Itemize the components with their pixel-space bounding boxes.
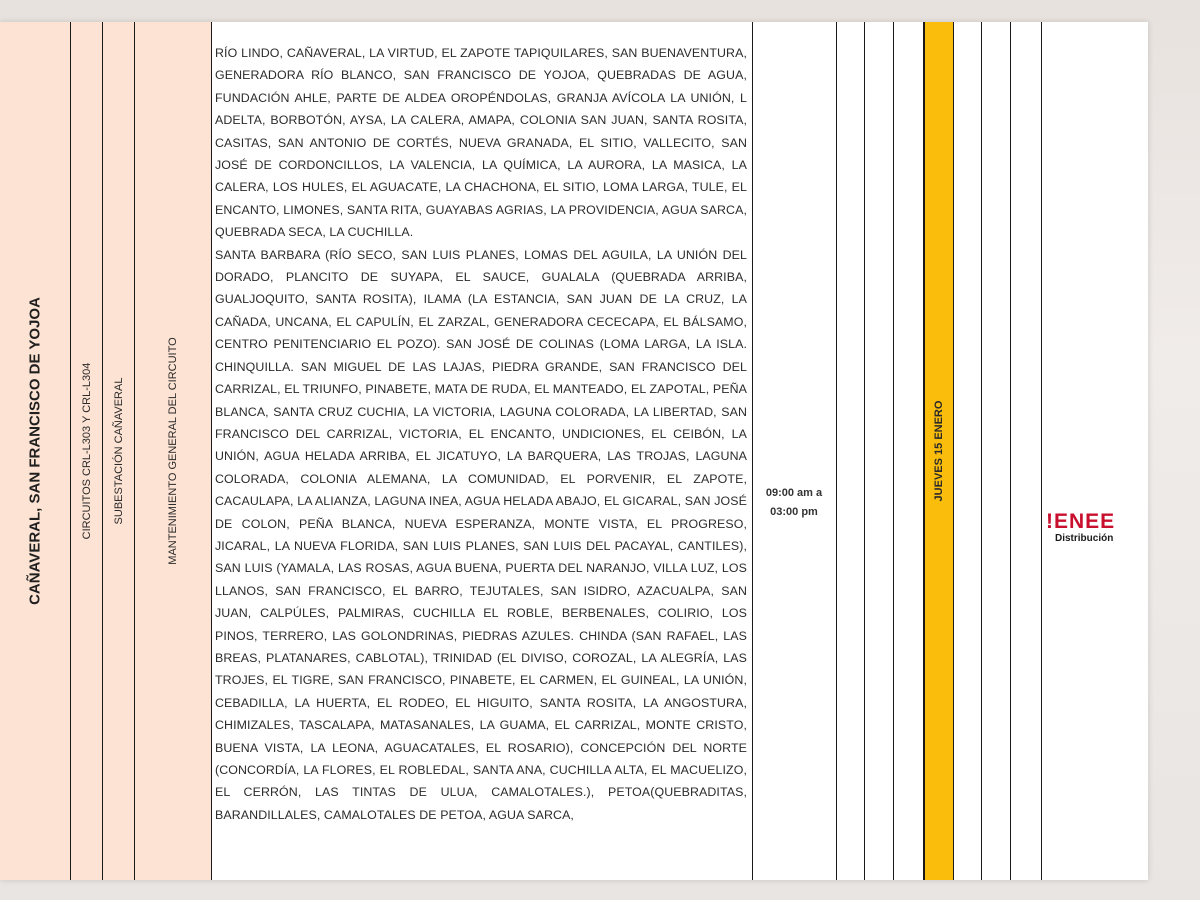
empty-cell-1: [837, 22, 865, 880]
time-cell: [753, 22, 837, 880]
circuits-cell: [71, 22, 103, 880]
region-cell: [0, 22, 71, 880]
work-cell: [135, 22, 212, 880]
empty-cell-2: [865, 22, 894, 880]
circuits-label: CIRCUITOS CRL-L303 Y CRL-L304: [80, 362, 93, 540]
time-end: 03:00 pm: [770, 506, 818, 518]
region-label: CAÑAVERAL, SAN FRANCISCO DE YOJOA: [26, 297, 44, 605]
enee-logo-text: ENEE: [1054, 510, 1116, 533]
empty-cell-6: [1011, 22, 1042, 880]
substation-cell: [103, 22, 135, 880]
date-label: JUEVES 15 ENERO: [933, 400, 945, 502]
time-start: 09:00 am a: [765, 487, 823, 499]
empty-cell-5: [982, 22, 1011, 880]
enee-logo-subtitle: Distribución: [1055, 533, 1114, 544]
logo-cell: [1042, 22, 1148, 880]
substation-label: SUBESTACIÓN CAÑAVERAL: [112, 377, 125, 525]
work-label: MANTENIMIENTO GENERAL DEL CIRCUITO: [167, 337, 179, 565]
affected-areas: [215, 42, 747, 826]
enee-logo-mark: !ENEE: [1046, 510, 1116, 533]
empty-cell-4: [954, 22, 982, 880]
areas-paragraph-2: SANTA BARBARA (RÍO SECO, SAN LUIS PLANES, LOMAS DEL AGUILA, LA UNIÓN DEL DORADO, PLANCITO DE SUYAPA, EL SAUCE, GUALALA (QUEBRADA ARRIBA, GUALJOQUITO, SANTA ROSITA), ILAMA (LA ESTANCIA, SAN JUAN DE LA CRUZ, LA CAÑADA, UNCANA, EL CAPULÍN, EL ZARZAL, GENERADORA CECECAPA, EL BÁLSAMO, CENTRO PENITENCIARIO EL POZO). SAN JOSÉ DE COLINAS (LOMA LARGA, LA ISLA. CHINQUILLA. SAN MIGUEL DE LAS LAJAS, PIEDRA GRANDE, SAN FRANCISCO DEL CARRIZAL, EL TRIUNFO, PINABETE, MATA DE RUDA, EL MANTEADO, EL ZAPOTAL, PEÑA BLANCA, SANTA CRUZ CUCHIA, LA VICTORIA, LAGUNA COLORADA, LA LIBERTAD, SAN FRANCISCO DEL CARRIZAL, VICTORIA, EL ENCANTO, UNDICIONES, EL CEIBÓN, LA UNIÓN, AGUA HELADA ARRIBA, EL JICATUYO, LA BARQUERA, LAS TROJAS, LAGUNA COLORADA, COLONIA ALEMANA, LA COMUNIDAD, EL PORVENIR, EL ZAPOTE, CACAULAPA, LA ALIANZA, LAGUNA INEA, AGUA HELADA ABAJO, EL GICARAL, SAN JOSÉ DE COLON, PEÑA BLANCA, NUEVA ESPERANZA, MONTE VISTA, EL PROGRESO, JICARAL, LA NUEVA FLORIDA, SAN LUIS PLANES, SAN LUIS DEL PACAYAL, CANTILES), SAN LUIS (YAMALA, LAS ROSAS, AGUA BUENA, PUERTA DEL NARANJO, VILLA LUZ, LOS LLANOS, SAN FRANCISCO, EL BARRO, TEJUTALES, SAN ISIDRO, AZACUALPA, SAN JUAN, CALPÚLES, PALMIRAS, CUCHILLA EL ROBLE, BERBENALES, COLIRIO, LOS PINOS, TERRERO, LAS GOLONDRINAS, PIEDRAS AZULES. CHINDA (SAN RAFAEL, LAS BREAS, PLATANARES, CABLOTAL), TRINIDAD (EL DIVISO, COROZAL, LA ALEGRÍA, LAS TROJES, EL TIGRE, SAN FRANCISCO, PINABETE, EL CARMEN, EL GUINEAL, LA UNIÓN, CEBADILLA, LA HUERTA, EL RODEO, EL HIGUITO, SANTA ROSITA, LA ANGOSTURA, CHIMIZALES, TASCALAPA, MATASANALES, LA GUAMA, EL CARRIZAL, MONTE CRISTO, BUENA VISTA, LA LEONA, AGUACATALES, EL ROSARIO), CONCEPCIÓN DEL NORTE (CONCORDÍA, LA FLORES, EL ROBLEDAL, SANTA ANA, CUCHILLA ALTA, EL MACUELIZO, EL CERRÓN, LAS TINTAS DE ULUA, CAMALOTALES.), PETOA(QUEBRADITAS, BARANDILLALES, CAMALOTALES DE PETOA, AGUA SARCA,: [215, 247, 747, 822]
enee-logo: [1046, 512, 1115, 545]
schedule-table: [0, 22, 1148, 880]
date-cell: [924, 22, 954, 880]
areas-paragraph-1: RÍO LINDO, CAÑAVERAL, LA VIRTUD, EL ZAPOTE TAPIQUILARES, SAN BUENAVENTURA, GENERADORA RÍO BLANCO, SAN FRANCISCO DE YOJOA, QUEBRADAS DE AGUA, FUNDACIÓN AHLE, PARTE DE ALDEA OROPÉNDOLAS, GRANJA AVÍCOLA LA UNIÓN, L ADELTA, BORBOTÓN, AYSA, LA CALERA, AMAPA, COLONIA SAN JUAN, SANTA ROSITA, CASITAS, SAN ANTONIO DE CORTÉS, NUEVA GRANADA, EL SITIO, VALLECITO, SAN JOSÉ DE CORDONCILLOS, LA VALENCIA, LA QUÍMICA, LA AURORA, LA MASICA, LA CALERA, LOS HULES, EL AGUACATE, LA CHACHONA, EL SITIO, LOMA LARGA, TULE, EL ENCANTO, LIMONES, SANTA RITA, GUAYABAS AGRIAS, LA PROVIDENCIA, AGUA SARCA, QUEBRADA SECA, LA CUCHILLA.: [215, 46, 747, 240]
empty-cell-3: [894, 22, 924, 880]
time-range: [752, 484, 836, 522]
